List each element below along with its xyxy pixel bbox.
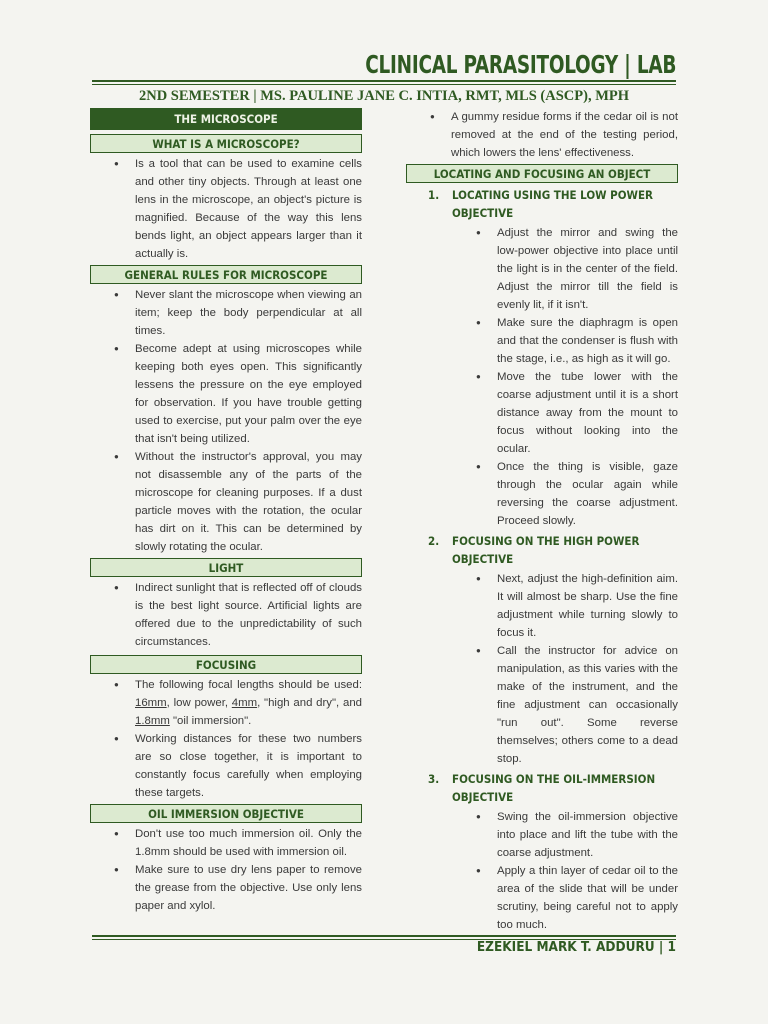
section-heading-microscope: THE MICROSCOPE (90, 108, 362, 130)
list-item: ● Move the tube lower with the coarse adjustment until it is a short distance away from the mount to focus without looking into the ocular. (406, 368, 678, 458)
list-item: ● Never slant the microscope when viewing an item; keep the body perpendicular at all times. (90, 286, 362, 340)
list-item: ● A gummy residue forms if the cedar oil is not removed at the end of the testing period, which lowers the lens' effectiveness. (406, 108, 678, 162)
subheading-oil-immersion: OIL IMMERSION OBJECTIVE (90, 804, 362, 823)
what-list (90, 155, 362, 263)
subheading-light: LIGHT (90, 558, 362, 577)
list-item: ● Call the instructor for advice on manipulation, as this varies with the make of the instrument, and the fine adjustment can occasionally "run out". Some reverse themselves; others come to a dead stop. (406, 642, 678, 768)
list-item: ● Is a tool that can be used to examine cells and other tiny objects. Through at least one lens in the microscope, an object's picture is magnified. Because of the way this lens bends light, an object appears larger than it actually is. (90, 155, 362, 263)
oil-list (90, 825, 362, 915)
list-item: ● Become adept at using microscopes while keeping both eyes open. This significantly lessens the pressure on the eye employed for observation. If you have trouble getting used to exercise, put your palm over the eye that isn't being utilized. (90, 340, 362, 448)
document-subtitle: 2ND SEMESTER | MS. PAULINE JANE C. INTIA, RMT, MLS (ASCP), MPH (138, 88, 630, 104)
footer-rule (92, 935, 676, 937)
step-1-heading: 1. LOCATING USING THE LOW POWER OBJECTIVE (428, 188, 653, 220)
step-3-list (406, 808, 678, 934)
step-2-heading: 2. FOCUSING ON THE HIGH POWER OBJECTIVE (428, 534, 640, 566)
list-item: ● The following focal lengths should be used: 16mm, low power, 4mm, "high and dry", and 1.8mm "oil immersion". (90, 676, 362, 730)
step-3-heading: 3. FOCUSING ON THE OIL-IMMERSION OBJECTIVE (428, 772, 656, 804)
rules-list (90, 286, 362, 556)
subheading-focusing: FOCUSING (90, 655, 362, 674)
list-item: ● Make sure to use dry lens paper to remove the grease from the objective. Use only lens paper and xylol. (90, 861, 362, 915)
step-1-list (406, 224, 678, 530)
list-item: ● Indirect sunlight that is reflected off of clouds is the best light source. Artificial lights are offered due to the unpredictability of such circumstances. (90, 579, 362, 651)
subheading-general-rules: GENERAL RULES FOR MICROSCOPE (90, 265, 362, 284)
subheading-what-is-microscope: WHAT IS A MICROSCOPE? (90, 134, 362, 153)
step-2-list (406, 570, 678, 768)
list-item: ● Without the instructor's approval, you may not disassemble any of the parts of the microscope for cleaning purposes. If a dust particle moves with the rotation, the ocular has dirt on it. This can be determined by slowly rotating the ocular. (90, 448, 362, 556)
list-item: ● Apply a thin layer of cedar oil to the area of the slide that will be under scrutiny, being careful not to apply too much. (406, 862, 678, 934)
list-item: ● Swing the oil-immersion objective into place and lift the tube with the coarse adjustment. (406, 808, 678, 862)
list-item: ● Working distances for these two numbers are so close together, it is important to constantly focus carefully when employing these targets. (90, 730, 362, 802)
focal-length-1-8mm: 1.8mm (135, 715, 170, 727)
header-rule (92, 80, 676, 82)
list-item: ● Make sure the diaphragm is open and that the condenser is flush with the stage, i.e., as high as it will go. (406, 314, 678, 368)
header-rule-thin (92, 84, 676, 85)
gummy-list (406, 108, 678, 162)
focal-length-16mm: 16mm (135, 697, 167, 709)
focal-length-4mm: 4mm (231, 697, 258, 709)
right-column (406, 108, 678, 936)
footer-author-page: EZEKIEL MARK T. ADDURU | 1 (476, 939, 676, 955)
list-item: ● Don't use too much immersion oil. Only the 1.8mm should be used with immersion oil. (90, 825, 362, 861)
left-column (90, 108, 362, 917)
list-item: ● Next, adjust the high-definition aim. It will almost be sharp. Use the fine adjustment while turning slowly to focus it. (406, 570, 678, 642)
list-item: ● Adjust the mirror and swing the low-power objective into place until the light is in the center of the field. Adjust the mirror till the field is evenly lit, if it isn't. (406, 224, 678, 314)
subheading-locating-focusing: LOCATING AND FOCUSING AN OBJECT (406, 164, 678, 183)
focusing-list (90, 676, 362, 802)
light-list (90, 579, 362, 651)
document-title: CLINICAL PARASITOLOGY | LAB (365, 50, 676, 79)
list-item: ● Once the thing is visible, gaze through the ocular again while reversing the coarse adjustment. Proceed slowly. (406, 458, 678, 530)
